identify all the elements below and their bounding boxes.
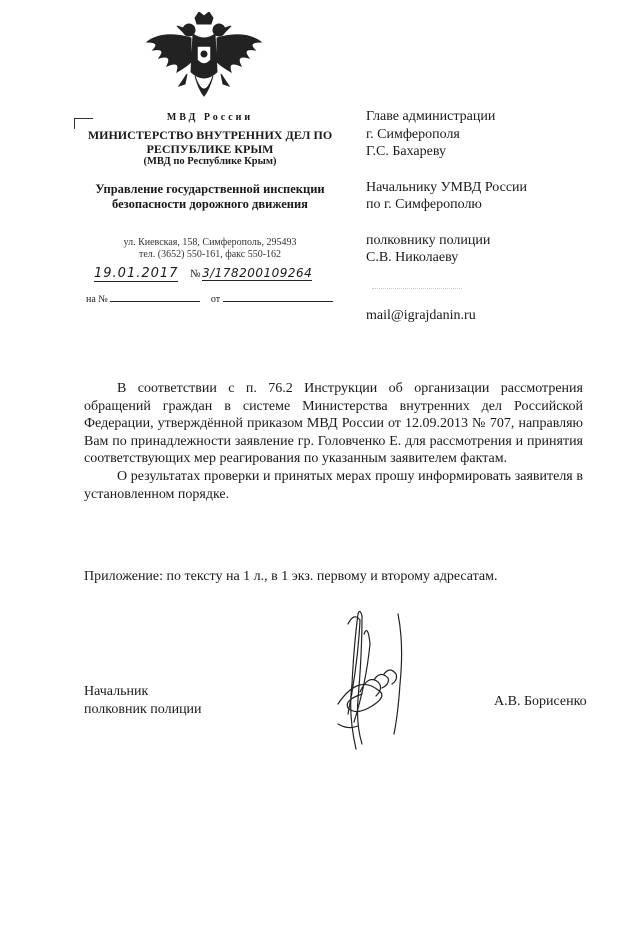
phone-line: тел. (3652) 550-161, факс 550-162 (138, 249, 282, 260)
addressee-line: г. Симферополя (366, 126, 460, 142)
signatory-title (84, 683, 202, 719)
addressee-line: полковнику полиции (366, 232, 491, 248)
addressee-line: по г. Симферополю (366, 197, 482, 212)
ministry-short-name: (МВД по Республике Крым) (143, 156, 277, 167)
letter-body (84, 380, 583, 503)
registration-line (86, 266, 346, 284)
attachment-line: Приложение: по тексту на 1 л., в 1 экз. первому и второму адресатам. (84, 569, 498, 584)
addressee-email: mail@igrajdanin.ru (366, 308, 476, 323)
reference-number-label: на № (86, 294, 108, 305)
signatory-rank: полковник полиции (84, 702, 202, 717)
signer-name: А.В. Борисенко (494, 694, 587, 709)
registration-number: 3/178200109264 (202, 266, 313, 280)
department-name: Управление государственной инспекции безопасности дорожного движения (95, 182, 325, 211)
addressee-block (366, 108, 527, 267)
body-paragraph: О результатах проверки и принятых мерах прошу информировать заявителя в установленном порядке. (84, 468, 583, 502)
faded-mark (372, 288, 462, 290)
addressee-line: Начальнику УМВД России (366, 179, 528, 195)
sender-address (80, 237, 340, 261)
registration-number-label: № (190, 268, 201, 280)
ministry-name: МИНИСТЕРСТВО ВНУТРЕННИХ ДЕЛ ПО РЕСПУБЛИКЕ КРЫМ (87, 128, 333, 156)
handwritten-signature (318, 604, 418, 754)
emblem-icon (143, 12, 265, 110)
addressee-line: Г.С. Бахареву (366, 144, 446, 159)
address-line: ул. Киевская, 158, Симферополь, 295493 (123, 237, 297, 248)
addressee-line: С.В. Николаеву (366, 250, 459, 265)
org-short-name: МВД России (166, 112, 254, 123)
registration-date: 19.01.2017 (94, 266, 179, 281)
reference-date-label: от (210, 294, 221, 305)
body-paragraph: В соответствии с п. 76.2 Инструкции об организации рассмотрения обращений граждан в системе Министерства внутренних дел Российской Федерации, утверждённой приказом МВД России от 12.09.2013 № 707, направляю Вам по принадлежности заявление гр. Головченко Е. для рассмотрения и принятия соответствующих мер реагирования по указанным заявителем фактам. (84, 381, 583, 467)
signatory-position: Начальник (84, 684, 149, 699)
reference-line (86, 292, 346, 305)
addressee-line: Главе администрации (366, 109, 496, 124)
reference-date-blank (223, 292, 333, 302)
reference-number-blank (110, 292, 200, 302)
